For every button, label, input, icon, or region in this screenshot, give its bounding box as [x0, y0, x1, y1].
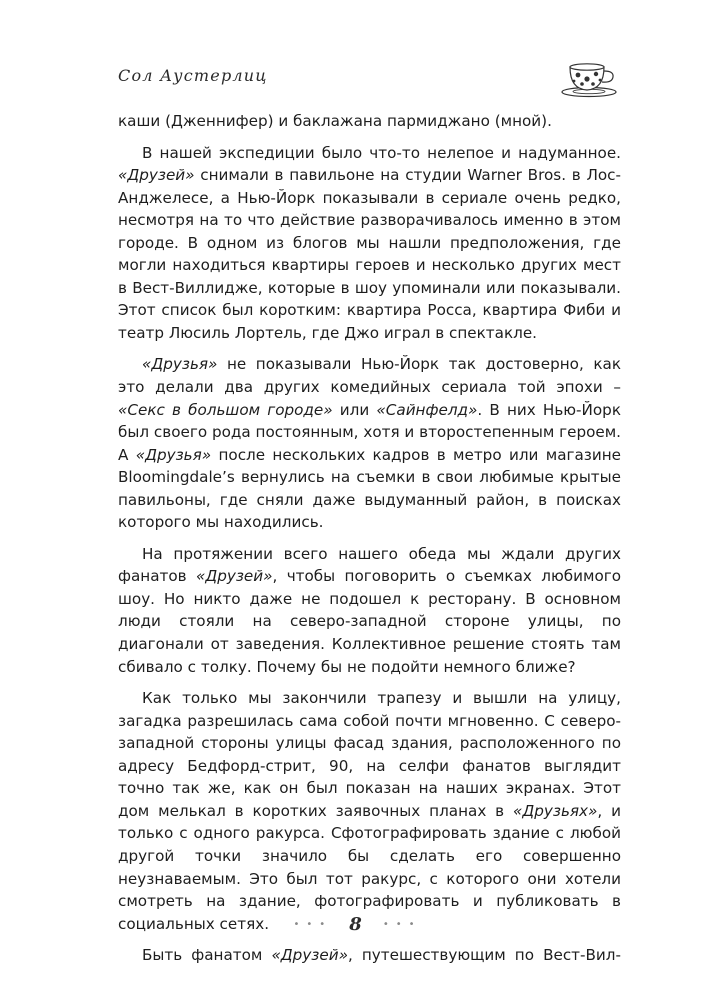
paragraph-text: , и только с одного ракурса. Сфотографировать здание с любой другой точки значило бы сделать его совершенно неузнаваемым. Это был тот ракурс, с которого они хотели смотреть на здание, фотографировать и публиковать в социальных сетях.: [118, 801, 621, 933]
paragraph: [118, 142, 621, 345]
paragraph-text: Как только мы закончили трапезу и вышли на улицу, загадка разрешилась сама собой почти мгновенно. С северо-западной стороны улицы фасад здания, расположенного по адресу Бедфорд-стрит, 90, на селфи фанатов выглядит точно так же, как он был показан на наших экранах. Этот дом мелькал в коротких заявочных планах в: [118, 689, 621, 820]
paragraph: [118, 353, 621, 533]
body-text: [118, 110, 621, 967]
paragraph-text: . В них Нью-Йорк был своего рода постоянным, хотя и второстепенным героем. А: [118, 400, 621, 464]
paragraph-text: , путешествующим по Вест-Вил-: [347, 946, 621, 965]
italic-title: «Сайнфелд»: [376, 400, 478, 419]
footer-dots-left: •••: [293, 919, 333, 930]
paragraph-text: не показывали Нью-Йорк так достоверно, как это делали два других комедийных сериала той эпохи –: [118, 355, 621, 397]
running-header-author: Сол Аустерлиц: [118, 66, 268, 85]
italic-title: «Друзей»: [118, 166, 195, 185]
page-footer: [0, 914, 715, 940]
paragraph-text: Быть фанатом: [142, 946, 272, 965]
paragraph: [118, 687, 621, 935]
paragraph: [118, 110, 621, 133]
paragraph-text: , чтобы поговорить о съемках любимого шоу. Но никто даже не подошел к ресторану. В основном люди стояли на северо-западной стороне улицы, по диагонали от заведения. Коллективное решение стоять там сбивало с толку. Почему бы не подойти немного ближе?: [118, 567, 622, 676]
italic-title: «Друзья»: [142, 355, 218, 374]
teacup-icon: [560, 58, 618, 98]
italic-title: «Секс в большом городе»: [118, 400, 333, 419]
italic-title: «Друзьях»: [513, 801, 598, 820]
italic-title: «Друзья»: [135, 445, 212, 464]
paragraph: [118, 543, 621, 678]
paragraph-text: после нескольких кадров в метро или магазине Bloomingdale’s вернулись на съемки в свои любимые крытые павильоны, где сняли даже выдуманный район, в поисках которого мы находились.: [118, 445, 622, 532]
paragraph-text: или: [332, 400, 377, 419]
paragraph-text: На протяжении всего нашего обеда мы ждали других фанатов: [118, 544, 621, 586]
paragraph-text: снимали в павильоне на студии Warner Bros. в Лос-Анджелесе, а Нью-Йорк показывали в сериале очень редко, несмотря на то что действие разворачивалось именно в этом городе. В одном из блогов мы нашли предположения, где могли находиться квартиры героев и несколько других мест в Вест-Виллидже, которые в шоу упоминали или показывали. Этот список был коротким: квартира Росса, квартира Фиби и театр Люсиль Лортель, где Джо играл в спектакле.: [118, 166, 621, 342]
footer-dots-right: •••: [382, 919, 422, 930]
italic-title: «Друзей»: [195, 567, 273, 586]
page-number: 8: [349, 914, 362, 935]
paragraph: [118, 944, 621, 967]
paragraph-text: В нашей экспедиции было что-то нелепое и надуманное.: [142, 143, 621, 162]
italic-title: «Друзей»: [271, 946, 348, 965]
paragraph-text: каши (Дженнифер) и баклажана пармиджано (мной).: [118, 112, 552, 130]
running-header: [118, 58, 618, 102]
